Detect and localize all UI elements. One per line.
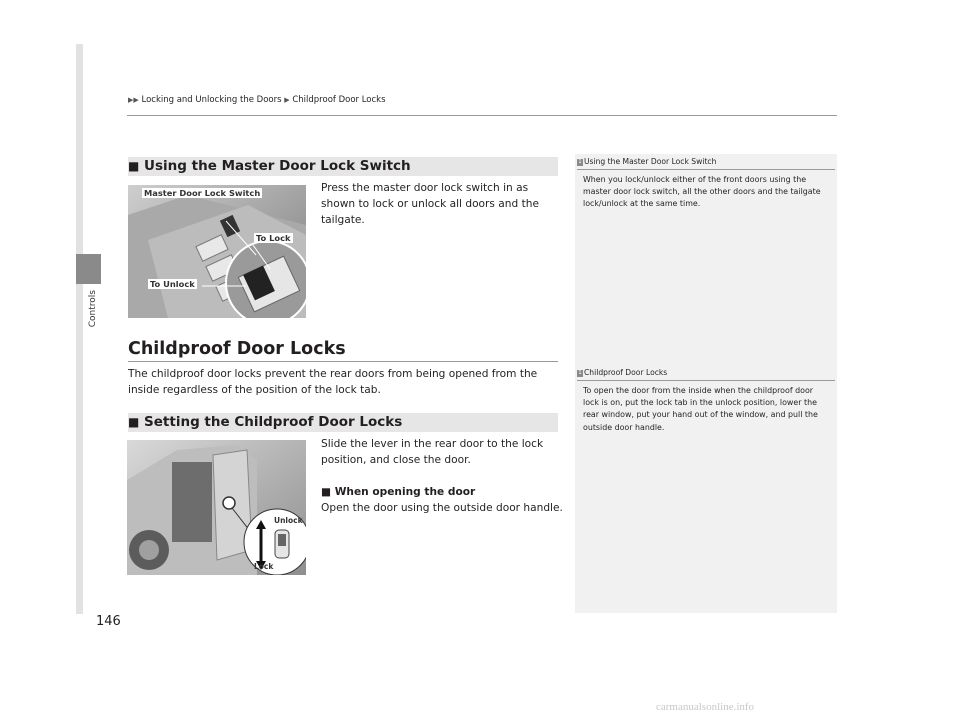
- heading-text: Setting the Childproof Door Locks: [144, 414, 403, 430]
- master-lock-figure: [128, 185, 306, 318]
- page-title-childproof: Childproof Door Locks: [128, 339, 346, 359]
- note-divider: [577, 169, 835, 170]
- breadcrumb-item-childproof[interactable]: Childproof Door Locks: [292, 95, 386, 105]
- note-body-master-lock: When you lock/unlock either of the front doors using the master door lock switch, all the other doors and the tailgate lock/unlock at the same time.: [583, 175, 821, 209]
- note-title-master-lock: [577, 157, 716, 166]
- note-number-icon: 1: [578, 159, 582, 165]
- note-divider: [577, 380, 835, 381]
- watermark-text: carmanualsonline.info: [656, 701, 755, 713]
- chapter-label: Controls: [88, 290, 98, 328]
- subheading-body: Open the door using the outside door handle.: [321, 502, 563, 514]
- chapter-side-bar: [76, 44, 83, 614]
- childproof-intro: The childproof door locks prevent the rear doors from being opened from the inside regardless of the position of the lock tab.: [128, 368, 538, 396]
- subheading-text: When opening the door: [334, 486, 476, 498]
- heading-square-icon: ■: [128, 159, 140, 173]
- title-divider: [128, 361, 558, 362]
- master-lock-body: Press the master door lock switch in as shown to lock or unlock all doors and the tailgate.: [321, 182, 539, 226]
- note-body-childproof: To open the door from the inside when the childproof door lock is on, put the lock tab in the unlock position, lower the rear window, put your hand out of the window, and pull the outside door handle.: [583, 386, 818, 432]
- note-title-text: Using the Master Door Lock Switch: [584, 157, 717, 166]
- breadcrumb-arrow-icon: ▶: [284, 96, 290, 104]
- childproof-body: Slide the lever in the rear door to the lock position, and close the door.: [321, 438, 544, 466]
- heading-text: Using the Master Door Lock Switch: [144, 158, 411, 174]
- note-title-text: Childproof Door Locks: [584, 368, 668, 377]
- notes-column: [575, 154, 837, 613]
- callout-to-lock: To Lock: [256, 233, 291, 243]
- subheading-opening-door: [321, 484, 475, 500]
- note-number-icon: 1: [578, 370, 582, 376]
- breadcrumb-arrow-icon: ▶▶: [128, 96, 139, 104]
- subheading-square-icon: ■: [321, 486, 332, 498]
- callout-lock: Lock: [254, 562, 274, 571]
- note-title-childproof: [577, 368, 667, 377]
- breadcrumb: [128, 95, 386, 105]
- callout-master-switch: Master Door Lock Switch: [144, 188, 261, 198]
- master-lock-illustration: [128, 185, 306, 318]
- section-heading-master-lock: [128, 157, 558, 176]
- childproof-figure: [127, 440, 306, 575]
- heading-square-icon: ■: [128, 415, 140, 429]
- callout-unlock: Unlock: [274, 516, 303, 525]
- callout-to-unlock: To Unlock: [150, 279, 195, 289]
- page-number: 146: [96, 614, 121, 629]
- section-heading-childproof: [128, 413, 558, 432]
- chapter-tab: [76, 254, 101, 284]
- breadcrumb-item-locking[interactable]: Locking and Unlocking the Doors: [141, 95, 282, 105]
- childproof-illustration: [127, 440, 306, 575]
- header-divider: [127, 115, 837, 116]
